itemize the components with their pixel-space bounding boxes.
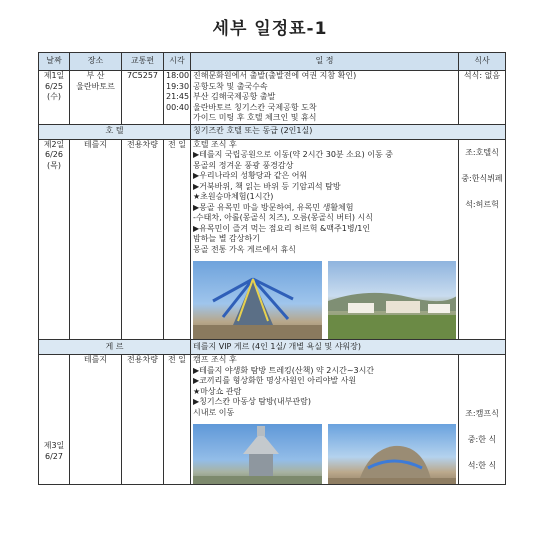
statue-illustration xyxy=(193,424,322,484)
day3-row xyxy=(39,355,506,485)
ger-label: 게 르 xyxy=(39,340,191,355)
rock-illustration xyxy=(328,424,457,484)
day1-hotel-row xyxy=(39,124,506,139)
day3-date: 제3일 6/27 xyxy=(39,355,70,485)
day1-schedule: 진해문화원에서 출발(출발전에 여권 지참 확인) 공항도착 및 출국수속 부산 김해국제공항 출발 울란바토르 칭기스칸 국제공항 도착 가이드 미팅 후 호텔 체크인 및 휴식 xyxy=(191,71,459,125)
day3-schedule: 캠프 조식 후 ▶테를지 야생화 탐방 트레킹(산책) 약 2시간~3시간 ▶코끼리를 형상화한 명상사원인 아리야발 사원 ★마상쇼 관람 ▶칭기스칸 마동상 탐방(내부관람) 시내로 이동 xyxy=(191,355,459,485)
day3-transport: 전용차량 xyxy=(122,355,164,485)
day3-photos xyxy=(193,424,456,484)
hotel-label: 호 텔 xyxy=(39,124,191,139)
day2-schedule: 호텔 조식 후 ▶테를지 국립공원으로 이동(약 2시간 30분 소요) 이동 중 몽골의 정겨운 풍광 풍경감상 ▶우리나라의 성황당과 같은 어워 ▶거북바위, 책 읽는 바위 등 기암괴석 탐방 ★초원승마체험(1시간) ▶몽골 유목민 마을 방문하여, 유목민 생활체험 -수태차, 아롤(몽골식 치즈), 오름(몽골식 버터) 시식 ▶유목민이 즐겨 먹는 점요리 허르헉 &맥주1병/1인 밤하늘 별 감상하기 몽골 전통 가옥 게르에서 휴식 xyxy=(191,139,459,340)
day2-date: 제2일 6/26 (목) xyxy=(39,139,70,340)
turtle-rock-photo xyxy=(328,424,457,484)
day2-ger-row xyxy=(39,340,506,355)
day1-date: 제1일 6/25 (수) xyxy=(39,71,70,125)
day1-row xyxy=(39,71,506,125)
day1-transport: 7C5257 xyxy=(122,71,164,125)
day3-meal: 조:캠프식 중:한 식 석:한 식 xyxy=(459,355,506,485)
ovoo-prayer-flags-photo xyxy=(193,261,322,339)
header-time: 시각 xyxy=(164,53,191,71)
day3-time: 전 일 xyxy=(164,355,191,485)
day3-place: 테를지 xyxy=(70,355,122,485)
header-row xyxy=(39,53,506,71)
ovoo-illustration xyxy=(193,261,322,339)
ger-camp-photo xyxy=(328,261,457,339)
day2-place: 테를지 xyxy=(70,139,122,340)
page-title: 세부 일정표-1 xyxy=(212,19,328,39)
day2-photos xyxy=(193,261,456,339)
schedule-table xyxy=(38,52,506,485)
header-schedule: 일 정 xyxy=(191,53,459,71)
header-date: 날짜 xyxy=(39,53,70,71)
genghis-statue-photo xyxy=(193,424,322,484)
day2-transport: 전용차량 xyxy=(122,139,164,340)
day1-time: 18:00 19:30 21:45 00:40 xyxy=(164,71,191,125)
day2-time: 전 일 xyxy=(164,139,191,340)
day2-meal: 조:호텔식 중:한식뷔페 석:허르헉 xyxy=(459,139,506,340)
day2-row xyxy=(39,139,506,340)
header-meal: 식사 xyxy=(459,53,506,71)
header-place: 장소 xyxy=(70,53,122,71)
hotel-detail: 칭기즈칸 호텔 또는 동급 (2인1실) xyxy=(191,124,506,139)
ger-camp-illustration xyxy=(328,261,457,339)
day1-meal: 석식: 없음 xyxy=(459,71,506,125)
ger-detail: 테를지 VIP 게르 (4인 1실/ 개별 욕실 및 샤워장) xyxy=(191,340,506,355)
day1-place: 부 산 울란바토르 xyxy=(70,71,122,125)
header-transport: 교통편 xyxy=(122,53,164,71)
